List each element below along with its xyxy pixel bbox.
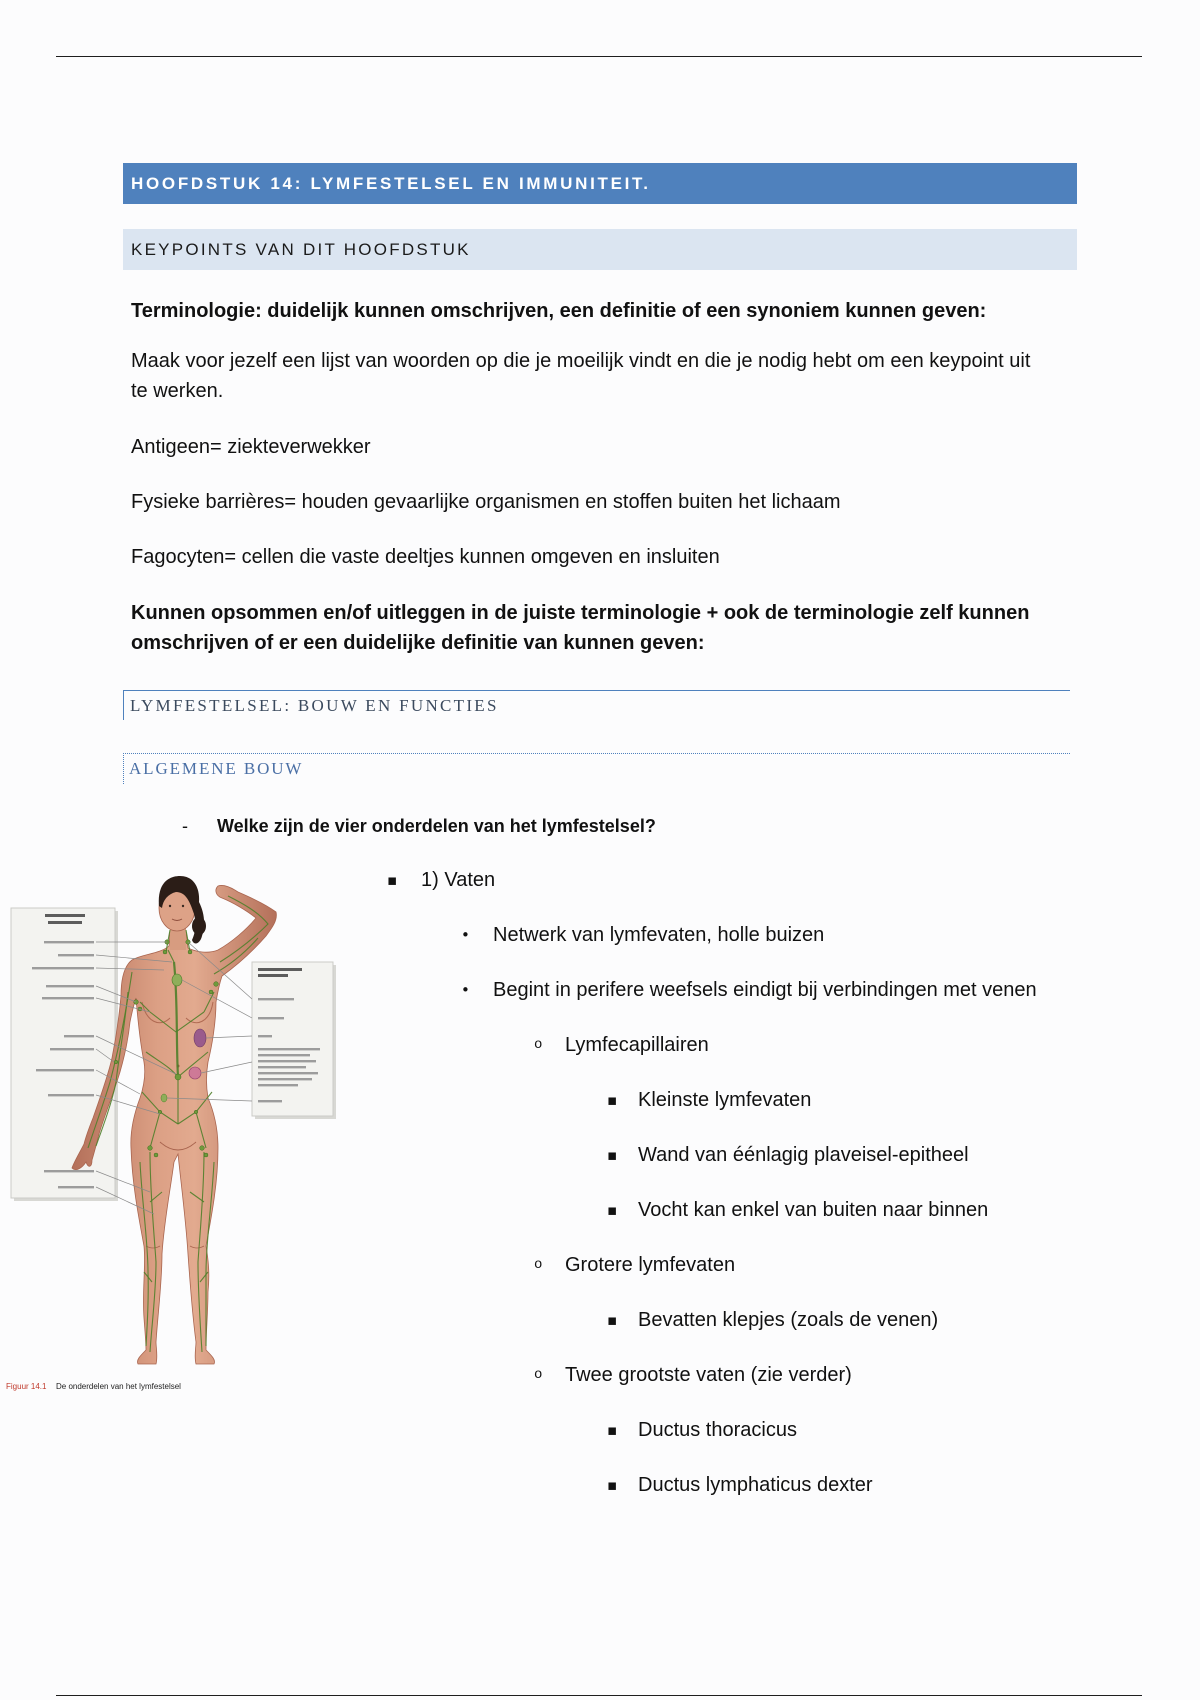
outline-item bbox=[0, 1474, 1200, 1529]
left-callout-box bbox=[11, 908, 118, 1201]
bullet-marker: o bbox=[534, 1037, 543, 1053]
subsection-heading: ALGEMENE BOUW bbox=[123, 753, 1070, 784]
outline-item bbox=[0, 1419, 1200, 1474]
question-text: Welke zijn de vier onderdelen van het lymfestelsel? bbox=[217, 816, 656, 836]
header-rule bbox=[56, 56, 1142, 57]
bullet-marker: ▪ bbox=[607, 1476, 618, 1494]
bullet-marker: • bbox=[461, 981, 470, 999]
outline-item-text: Vocht kan enkel van buiten naar binnen bbox=[638, 1199, 989, 1221]
bullet-marker: • bbox=[461, 926, 470, 944]
instruction-paragraph: Maak voor jezelf een lijst van woorden op die je moeilijk vindt en die je nodig hebt om een keypoint uit te werken. bbox=[131, 350, 1031, 402]
outline-item-text: Begint in perifere weefsels eindigt bij verbindingen met venen bbox=[493, 979, 1037, 1001]
definition-fagocyten: Fagocyten= cellen die vaste deeltjes kunnen omgeven en insluiten bbox=[131, 546, 720, 568]
definition-fysieke-barrieres: Fysieke barrières= houden gevaarlijke organismen en stoffen buiten het lichaam bbox=[131, 491, 841, 513]
bullet-marker: o bbox=[534, 1367, 543, 1383]
dash-marker: - bbox=[182, 816, 188, 836]
footer-rule bbox=[56, 1695, 1142, 1696]
bullet-marker: o bbox=[534, 1257, 543, 1273]
outline-item-text: Wand van éénlagig plaveisel-epitheel bbox=[638, 1144, 969, 1166]
right-callout-box bbox=[252, 962, 336, 1119]
lymphatic-system-illustration bbox=[0, 862, 340, 1380]
outline-item-text: Ductus thoracicus bbox=[638, 1419, 797, 1441]
bullet-marker: ▪ bbox=[607, 1146, 618, 1164]
outline-item-text: Grotere lymfevaten bbox=[565, 1254, 736, 1276]
keypoints-heading: KEYPOINTS VAN DIT HOOFDSTUK bbox=[123, 229, 1077, 270]
bullet-marker: ▪ bbox=[607, 1091, 618, 1109]
bullet-marker: ▪ bbox=[607, 1201, 618, 1219]
outline-item-text: Lymfecapillairen bbox=[565, 1034, 709, 1056]
outline-item-text: Netwerk van lymfevaten, holle buizen bbox=[493, 924, 825, 946]
bullet-marker: ▪ bbox=[607, 1421, 618, 1439]
figure-caption bbox=[0, 1381, 340, 1393]
chapter-heading: HOOFDSTUK 14: LYMFESTELSEL EN IMMUNITEIT. bbox=[123, 163, 1077, 204]
outline-item-text: Bevatten klepjes (zoals de venen) bbox=[638, 1309, 939, 1331]
outline-item-text: 1) Vaten bbox=[421, 869, 496, 891]
explain-intro: Kunnen opsommen en/of uitleggen in de juiste terminologie + ook de terminologie zelf kunnen omschrijven of er een duidelijke definitie van kunnen geven: bbox=[131, 602, 1030, 654]
outline-item-text: Kleinste lymfevaten bbox=[638, 1089, 812, 1111]
question-item bbox=[0, 811, 1200, 841]
figure-caption-label: Figuur 14.1 bbox=[6, 1382, 47, 1391]
section-heading: LYMFESTELSEL: BOUW EN FUNCTIES bbox=[123, 690, 1070, 720]
bullet-marker: ▪ bbox=[607, 1311, 618, 1329]
outline-item-text: Ductus lymphaticus dexter bbox=[638, 1474, 873, 1496]
bullet-marker: ▪ bbox=[387, 871, 398, 889]
figure-caption-text: De onderdelen van het lymfestelsel bbox=[56, 1382, 181, 1391]
definition-antigeen: Antigeen= ziekteverwekker bbox=[131, 436, 371, 458]
outline-item-text: Twee grootste vaten (zie verder) bbox=[565, 1364, 852, 1386]
terminology-intro: Terminologie: duidelijk kunnen omschrijven, een definitie of een synoniem kunnen geven: bbox=[131, 300, 987, 322]
